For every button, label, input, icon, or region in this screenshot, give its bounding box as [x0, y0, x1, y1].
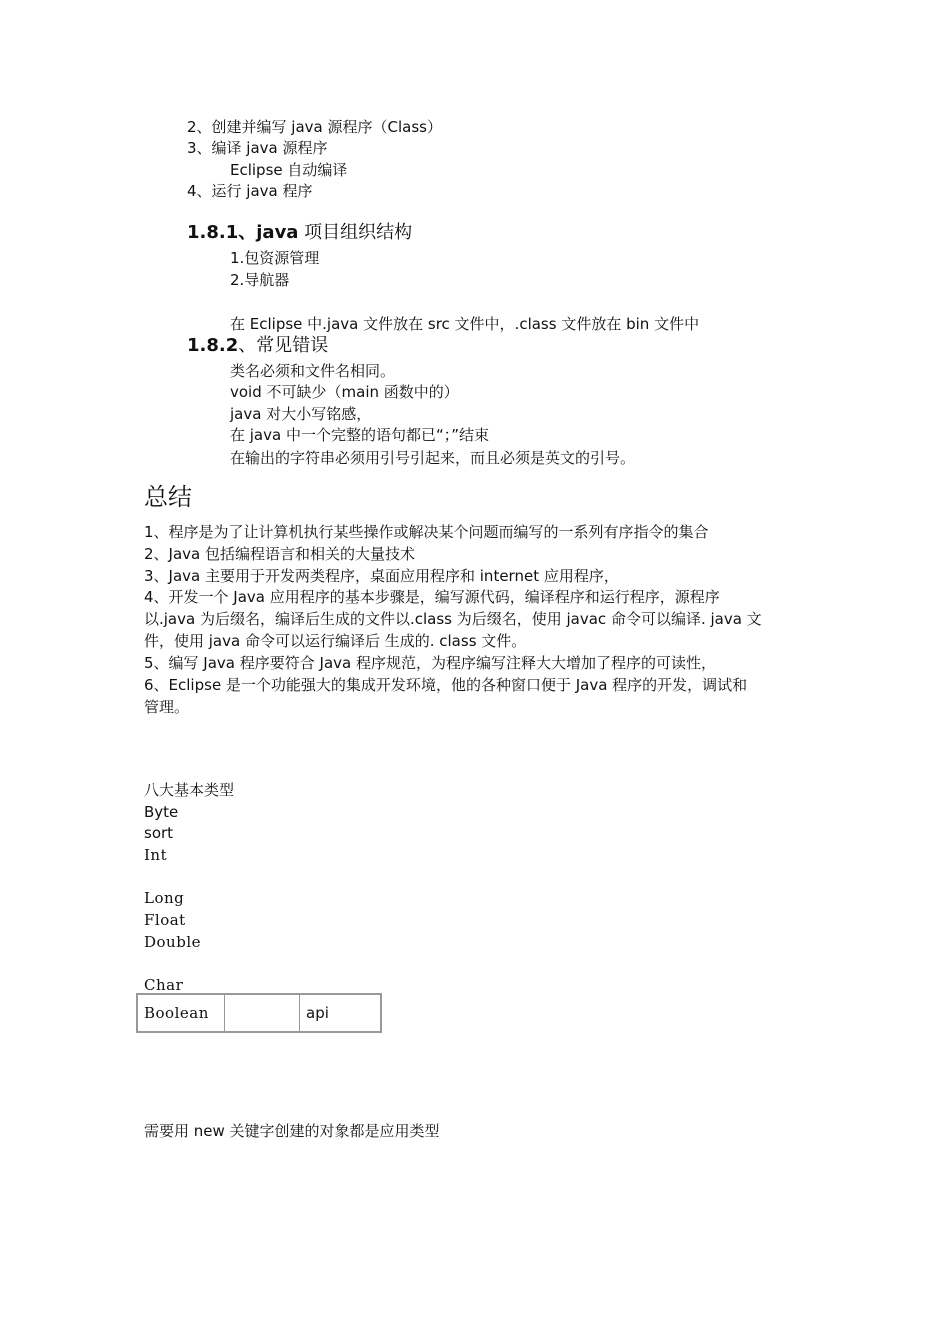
summary-line: 以.java 为后缀名，编译后生成的文件以.class 为后缀名，使用 javac 命令可以编译. java 文	[144, 610, 762, 628]
footer-note: 需要用 new 关键字创建的对象都是应用类型	[144, 1122, 440, 1140]
step-4: 4、运行 java 程序	[187, 182, 313, 200]
section-title: 项目组织结构	[298, 222, 413, 243]
section-number: 1.8.1	[187, 222, 239, 243]
summary-title: 总结	[144, 483, 192, 511]
summary-line: 3、Java 主要用于开发两类程序，桌面应用程序和 internet 应用程序，	[144, 567, 619, 585]
type-double: Double	[144, 933, 201, 951]
list-item: 1.包资源管理	[230, 249, 320, 267]
section-title-bold: 、java	[238, 222, 299, 243]
section-number: 1.8.2	[187, 335, 239, 356]
step-3-sub: Eclipse 自动编译	[230, 161, 348, 179]
type-float: Float	[144, 911, 186, 929]
table-row	[137, 994, 381, 1032]
step-3: 3、编译 java 源程序	[187, 139, 328, 157]
eclipse-note: 在 Eclipse 中.java 文件放在 src 文件中，.class 文件放在 bin 文件中	[230, 315, 700, 333]
summary-line: 6、Eclipse 是一个功能强大的集成开发环境，他的各种窗口便于 Java 程序的开发，调试和	[144, 676, 748, 694]
list-item: 2.导航器	[230, 271, 290, 289]
table-cell: Boolean	[137, 994, 225, 1032]
table-cell: api	[300, 994, 382, 1032]
summary-line: 管理。	[144, 698, 190, 716]
types-table	[136, 993, 382, 1033]
list-item: void 不可缺少（main 函数中的）	[230, 383, 459, 401]
summary-line: 1、程序是为了让计算机执行某些操作或解决某个问题而编写的一系列有序指令的集合	[144, 523, 709, 541]
list-item: 在 java 中一个完整的语句都已“；”结束	[230, 426, 490, 444]
type-char: Char	[144, 976, 184, 994]
type-sort: sort	[144, 824, 174, 842]
summary-line: 2、Java 包括编程语言和相关的大量技术	[144, 545, 415, 563]
step-2: 2、创建并编写 java 源程序（Class）	[187, 118, 442, 136]
section-1-8-2-heading	[187, 335, 328, 357]
summary-line: 5、编写 Java 程序要符合 Java 程序规范，为程序编写注释大大增加了程序的可读性，	[144, 654, 716, 672]
list-item: 类名必须和文件名相同。	[230, 362, 396, 380]
list-item: java 对大小写铭感，	[230, 405, 372, 423]
list-item: 在输出的字符串必须用引号引起来，而且必须是英文的引号。	[230, 449, 636, 467]
summary-line: 件，使用 java 命令可以运行编译后 生成的. class 文件。	[144, 632, 527, 650]
type-long: Long	[144, 889, 185, 907]
table-cell	[225, 994, 300, 1032]
type-int: Int	[144, 846, 168, 864]
section-title: 、常见错误	[238, 335, 329, 356]
type-byte: Byte	[144, 803, 179, 821]
summary-line: 4、开发一个 Java 应用程序的基本步骤是，编写源代码，编译程序和运行程序，源程序	[144, 588, 720, 606]
types-title: 八大基本类型	[144, 781, 235, 799]
section-1-8-1-heading	[187, 222, 412, 244]
